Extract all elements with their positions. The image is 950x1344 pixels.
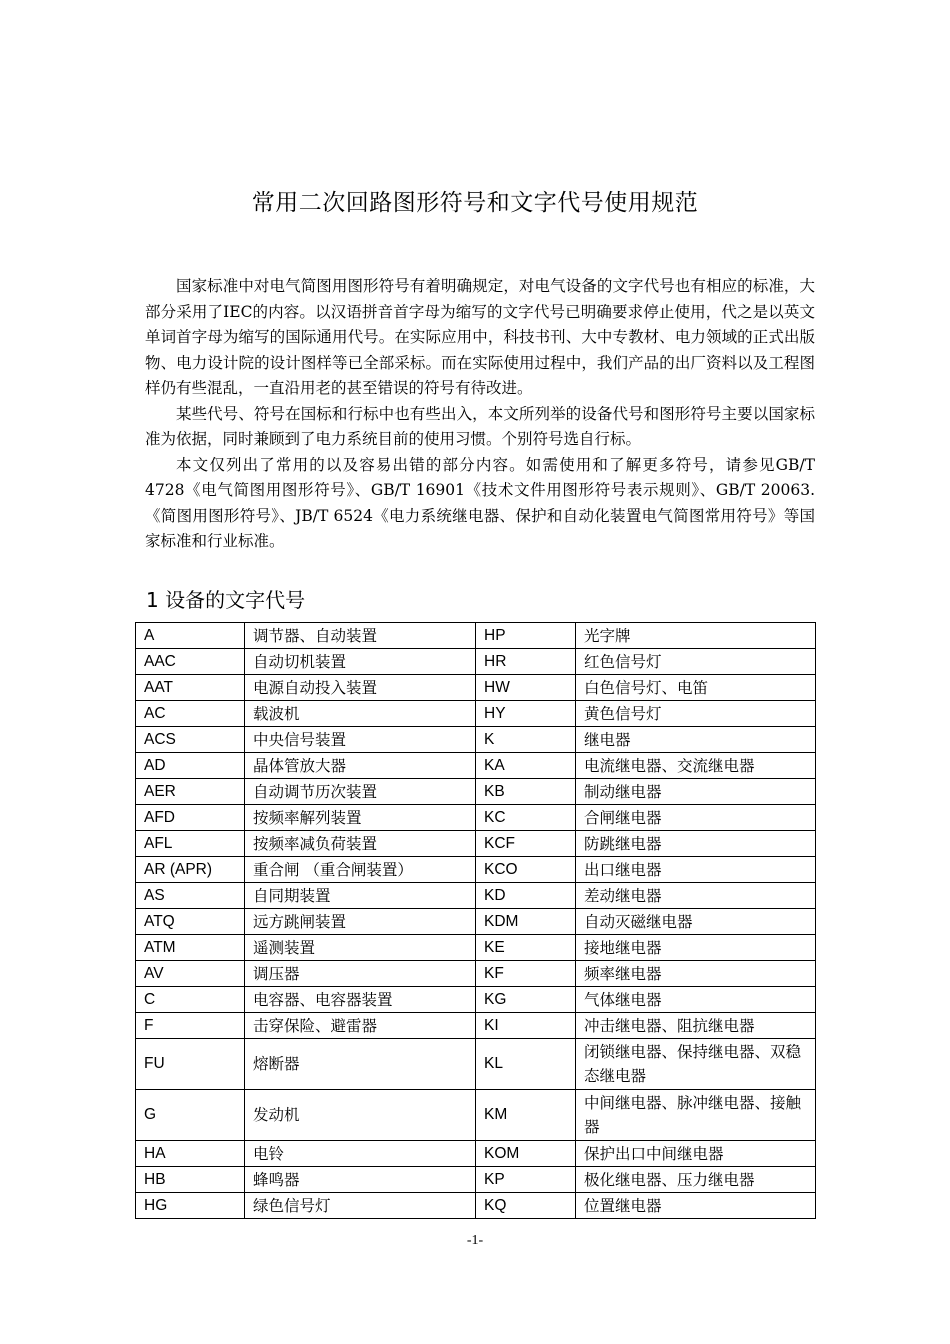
code-cell: HR — [476, 649, 576, 675]
intro-paragraph-3: 本文仅列出了常用的以及容易出错的部分内容。如需使用和了解更多符号，请参见GB/T 4728《电气简图用图形符号》、GB/T 16901《技术文件用图形符号表示规则》、GB/T 20063.《简图用图形符号》、JB/T 6524《电力系统继电器、保护和自动化装置电气简图常用符号》等国家标准和行业标准。 — [145, 455, 815, 550]
code-cell: HW — [476, 675, 576, 701]
description-cell: 电铃 — [245, 1141, 476, 1167]
description-cell: 差动继电器 — [576, 883, 816, 909]
description-cell: 防跳继电器 — [576, 831, 816, 857]
description-cell: 气体继电器 — [576, 987, 816, 1013]
code-cell: KD — [476, 883, 576, 909]
description-cell: 按频率解列装置 — [245, 805, 476, 831]
table-row — [136, 1167, 816, 1193]
table-row — [136, 1090, 816, 1141]
description-cell: 位置继电器 — [576, 1193, 816, 1219]
table-row — [136, 805, 816, 831]
table-row — [136, 961, 816, 987]
code-cell: KCO — [476, 857, 576, 883]
code-cell: HP — [476, 623, 576, 649]
description-cell: 电流继电器、交流继电器 — [576, 753, 816, 779]
table-row — [136, 753, 816, 779]
table-row — [136, 909, 816, 935]
description-cell: 极化继电器、压力继电器 — [576, 1167, 816, 1193]
description-cell: 自动切机装置 — [245, 649, 476, 675]
code-cell: AER — [136, 779, 245, 805]
table-row — [136, 935, 816, 961]
description-cell: 保护出口中间继电器 — [576, 1141, 816, 1167]
description-cell: 按频率减负荷装置 — [245, 831, 476, 857]
table-row — [136, 779, 816, 805]
description-cell: 调压器 — [245, 961, 476, 987]
intro-paragraph-2: 某些代号、符号在国标和行标中也有些出入，本文所列举的设备代号和图形符号主要以国家标准为依据，同时兼顾到了电力系统目前的使用习惯。个别符号选自行标。 — [145, 404, 815, 448]
description-cell: 白色信号灯、电笛 — [576, 675, 816, 701]
description-cell: 远方跳闸装置 — [245, 909, 476, 935]
code-cell: ACS — [136, 727, 245, 753]
description-cell: 遥测装置 — [245, 935, 476, 961]
table-row — [136, 675, 816, 701]
code-cell: KDM — [476, 909, 576, 935]
code-cell: FU — [136, 1039, 245, 1090]
page-number: -1- — [466, 1233, 484, 1248]
code-cell: G — [136, 1090, 245, 1141]
intro-text — [145, 274, 815, 555]
table-row — [136, 701, 816, 727]
code-cell: KG — [476, 987, 576, 1013]
description-cell: 接地继电器 — [576, 935, 816, 961]
table-row — [136, 1141, 816, 1167]
code-cell: KE — [476, 935, 576, 961]
table-row — [136, 1013, 816, 1039]
table-row — [136, 857, 816, 883]
description-cell: 冲击继电器、阻抗继电器 — [576, 1013, 816, 1039]
description-cell: 继电器 — [576, 727, 816, 753]
code-cell: ATM — [136, 935, 245, 961]
code-cell: AAT — [136, 675, 245, 701]
code-cell: C — [136, 987, 245, 1013]
description-cell: 绿色信号灯 — [245, 1193, 476, 1219]
section-heading: 1 设备的文字代号 — [146, 588, 306, 612]
description-cell: 重合闸 （重合闸装置） — [245, 857, 476, 883]
code-cell: KCF — [476, 831, 576, 857]
description-cell: 自同期装置 — [245, 883, 476, 909]
code-cell: AC — [136, 701, 245, 727]
description-cell: 自动调节历次装置 — [245, 779, 476, 805]
table-row — [136, 831, 816, 857]
code-cell: KB — [476, 779, 576, 805]
description-cell: 载波机 — [245, 701, 476, 727]
code-cell: KQ — [476, 1193, 576, 1219]
description-cell: 黄色信号灯 — [576, 701, 816, 727]
code-cell: AFD — [136, 805, 245, 831]
device-code-table — [135, 622, 816, 1219]
table-row — [136, 987, 816, 1013]
code-cell: KA — [476, 753, 576, 779]
description-cell: 光字牌 — [576, 623, 816, 649]
description-cell: 晶体管放大器 — [245, 753, 476, 779]
code-cell: ATQ — [136, 909, 245, 935]
code-cell: HY — [476, 701, 576, 727]
table-row — [136, 727, 816, 753]
description-cell: 熔断器 — [245, 1039, 476, 1090]
table-row — [136, 883, 816, 909]
code-cell: HB — [136, 1167, 245, 1193]
description-cell: 电容器、电容器装置 — [245, 987, 476, 1013]
code-cell: AAC — [136, 649, 245, 675]
code-cell: HG — [136, 1193, 245, 1219]
code-cell: KP — [476, 1167, 576, 1193]
code-cell: A — [136, 623, 245, 649]
description-cell: 红色信号灯 — [576, 649, 816, 675]
code-cell: F — [136, 1013, 245, 1039]
code-cell: KF — [476, 961, 576, 987]
description-cell: 频率继电器 — [576, 961, 816, 987]
description-cell: 自动灭磁继电器 — [576, 909, 816, 935]
document-title: 常用二次回路图形符号和文字代号使用规范 — [251, 190, 699, 216]
description-cell: 调节器、自动装置 — [245, 623, 476, 649]
code-cell: AD — [136, 753, 245, 779]
table-row — [136, 649, 816, 675]
intro-paragraph-1: 国家标准中对电气简图用图形符号有着明确规定，对电气设备的文字代号也有相应的标准，大部分采用了IEC的内容。以汉语拼音首字母为缩写的文字代号已明确要求停止使用，代之是以英文单词首字母为缩写的国际通用代号。在实际应用中，科技书刊、大中专教材、电力领域的正式出版物、电力设计院的设计图样等已全部采标。而在实际使用过程中，我们产品的出厂资料以及工程图样仍有些混乱，一直沿用老的甚至错误的符号有待改进。 — [145, 277, 815, 397]
code-cell: AR (APR) — [136, 857, 245, 883]
code-cell: HA — [136, 1141, 245, 1167]
code-cell: K — [476, 727, 576, 753]
code-cell: AV — [136, 961, 245, 987]
code-cell: KC — [476, 805, 576, 831]
description-cell: 击穿保险、避雷器 — [245, 1013, 476, 1039]
description-cell: 合闸继电器 — [576, 805, 816, 831]
code-cell: KM — [476, 1090, 576, 1141]
description-cell: 蜂鸣器 — [245, 1167, 476, 1193]
description-cell: 制动继电器 — [576, 779, 816, 805]
description-cell: 中央信号装置 — [245, 727, 476, 753]
description-cell: 发动机 — [245, 1090, 476, 1141]
description-cell: 中间继电器、脉冲继电器、接触器 — [576, 1090, 816, 1141]
table-row — [136, 623, 816, 649]
table-row — [136, 1039, 816, 1090]
description-cell: 闭锁继电器、保持继电器、双稳态继电器 — [576, 1039, 816, 1090]
description-cell: 出口继电器 — [576, 857, 816, 883]
table-row — [136, 1193, 816, 1219]
code-cell: KOM — [476, 1141, 576, 1167]
code-cell: AS — [136, 883, 245, 909]
description-cell: 电源自动投入装置 — [245, 675, 476, 701]
code-cell: AFL — [136, 831, 245, 857]
code-cell: KI — [476, 1013, 576, 1039]
code-cell: KL — [476, 1039, 576, 1090]
